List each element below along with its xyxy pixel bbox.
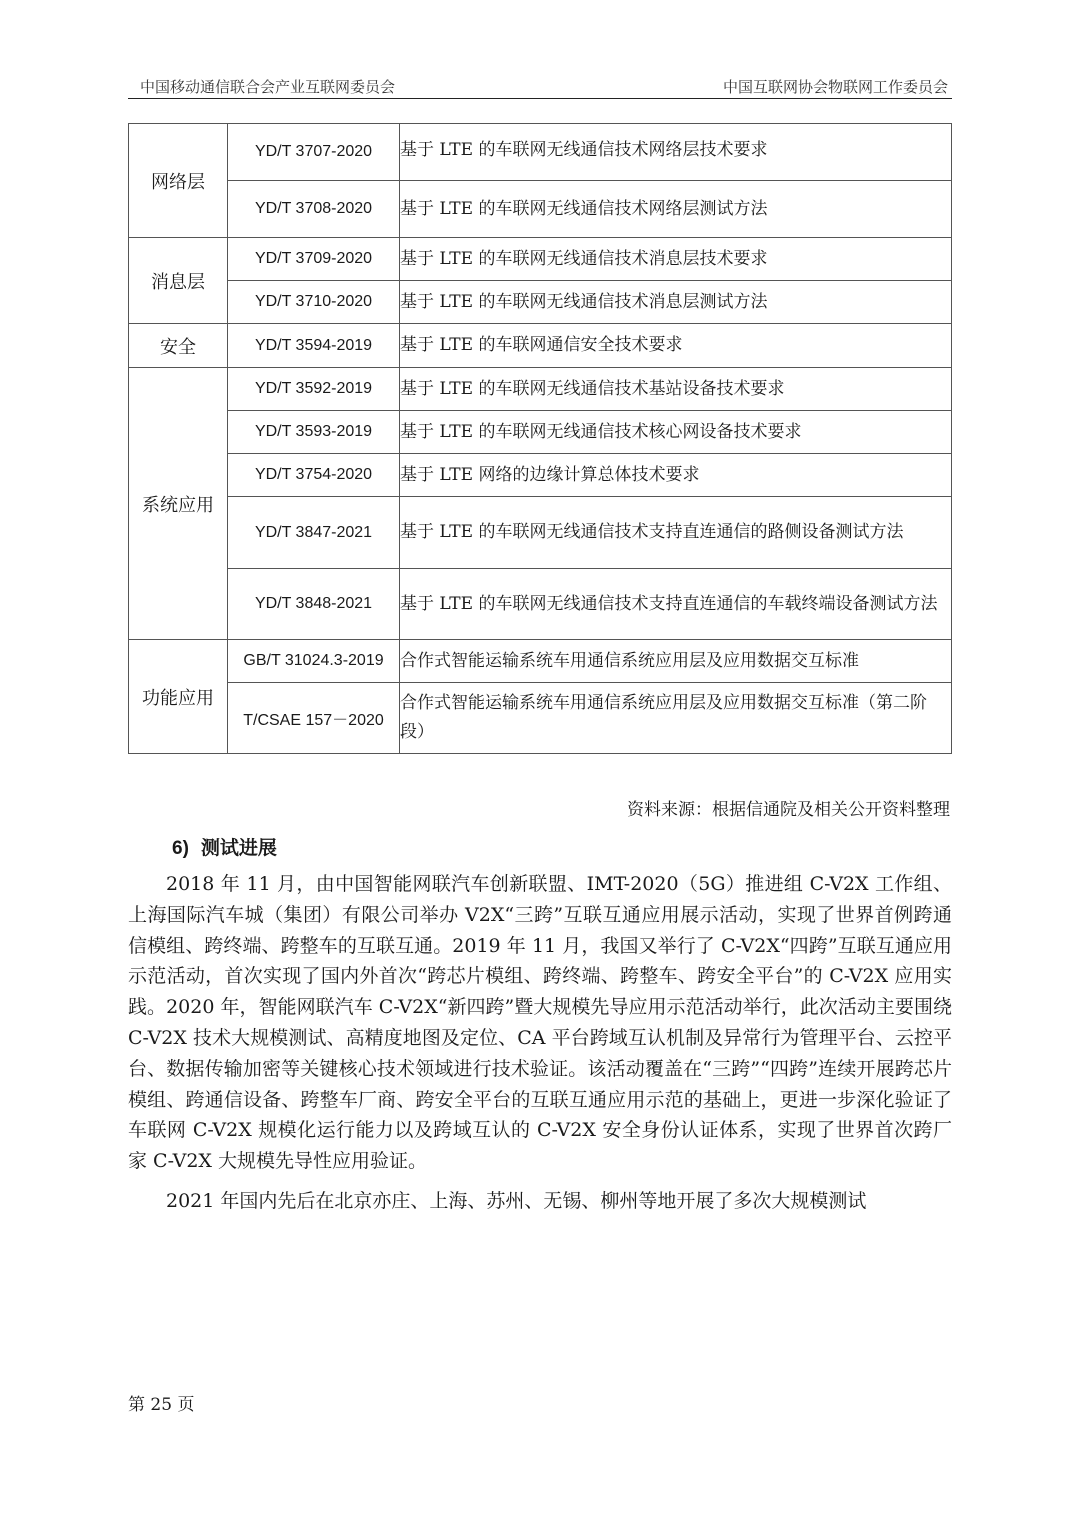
table-row bbox=[129, 181, 952, 238]
table-row bbox=[129, 411, 952, 454]
category-cell: 消息层 bbox=[129, 238, 228, 324]
standards-table bbox=[128, 123, 952, 754]
standard-title: 基于 LTE 的车联网通信安全技术要求 bbox=[400, 324, 952, 368]
category-cell: 安全 bbox=[129, 324, 228, 368]
table-row bbox=[129, 640, 952, 683]
header-left: 中国移动通信联合会产业互联网委员会 bbox=[140, 78, 396, 96]
table-row bbox=[129, 124, 952, 181]
standard-title: 基于 LTE 的车联网无线通信技术网络层技术要求 bbox=[400, 124, 952, 181]
standard-code: YD/T 3592-2019 bbox=[228, 368, 400, 411]
standard-title: 基于 LTE 的车联网无线通信技术消息层测试方法 bbox=[400, 281, 952, 324]
table-row bbox=[129, 683, 952, 754]
section-title: 测试进展 bbox=[200, 837, 277, 859]
standard-title: 基于 LTE 的车联网无线通信技术核心网设备技术要求 bbox=[400, 411, 952, 454]
standard-code: YD/T 3848-2021 bbox=[228, 569, 400, 640]
table-row bbox=[129, 281, 952, 324]
table-row bbox=[129, 454, 952, 497]
standard-code: YD/T 3754-2020 bbox=[228, 454, 400, 497]
table-row bbox=[129, 497, 952, 569]
paragraph: 2021 年国内先后在北京亦庄、上海、苏州、无锡、柳州等地开展了多次大规模测试 bbox=[166, 1189, 867, 1212]
standard-code: YD/T 3847-2021 bbox=[228, 497, 400, 569]
section-heading bbox=[172, 833, 277, 860]
category-cell: 功能应用 bbox=[129, 640, 228, 754]
table-row bbox=[129, 569, 952, 640]
standard-title: 基于 LTE 的车联网无线通信技术消息层技术要求 bbox=[400, 238, 952, 281]
page-number: 第 25 页 bbox=[128, 1395, 195, 1415]
standard-title: 合作式智能运输系统车用通信系统应用层及应用数据交互标准 bbox=[400, 640, 952, 683]
section-number: 6) bbox=[172, 838, 189, 859]
standard-title: 基于 LTE 的车联网无线通信技术网络层测试方法 bbox=[400, 181, 952, 238]
category-cell: 系统应用 bbox=[129, 368, 228, 640]
standard-code: T/CSAE 157－2020 bbox=[228, 683, 400, 754]
table-row bbox=[129, 368, 952, 411]
paragraph: 2018 年 11 月，由中国智能网联汽车创新联盟、IMT-2020（5G）推进组 C-V2X 工作组、上海国际汽车城（集团）有限公司举办 V2X“三跨”互联互通应用展示活动，实现了世界首例跨通信模组、跨终端、跨整车的互联互通。2019 年 11 月，我国又举行了 C-V2X“四跨”互联互通应用示范活动，首次实现了国内外首次“跨芯片模组、跨终端、跨整车、跨安全平台”的 C-V2X 应用实践。2020 年，智能网联汽车 C-V2X“新四跨”暨大规模先导应用示范活动举行，此次活动主要围绕 C-V2X 技术大规模测试、高精度地图及定位、CA 平台跨域互认机制及异常行为管理平台、云控平台、数据传输加密等关键核心技术领域进行技术验证。该活动覆盖在“三跨”“四跨”连续开展跨芯片模组、跨通信设备、跨整车厂商、跨安全平台的互联互通应用示范的基础上，更进一步深化验证了车联网 C-V2X 规模化运行能力以及跨域互认的 C-V2X 安全身份认证体系，实现了世界首次跨厂家 C-V2X 大规模先导性应用验证。 bbox=[128, 873, 952, 1173]
standard-code: YD/T 3594-2019 bbox=[228, 324, 400, 368]
standard-code: YD/T 3593-2019 bbox=[228, 411, 400, 454]
category-cell: 网络层 bbox=[129, 124, 228, 238]
standard-code: YD/T 3708-2020 bbox=[228, 181, 400, 238]
body-text bbox=[128, 869, 952, 1217]
standard-title: 基于 LTE 的车联网无线通信技术支持直连通信的路侧设备测试方法 bbox=[400, 497, 952, 569]
header-right: 中国互联网协会物联网工作委员会 bbox=[722, 78, 948, 96]
standard-code: YD/T 3709-2020 bbox=[228, 238, 400, 281]
standard-code: YD/T 3707-2020 bbox=[228, 124, 400, 181]
table-row bbox=[129, 238, 952, 281]
standard-title: 基于 LTE 的车联网无线通信技术支持直连通信的车载终端设备测试方法 bbox=[400, 569, 952, 640]
standard-title: 合作式智能运输系统车用通信系统应用层及应用数据交互标准（第二阶段） bbox=[400, 683, 952, 754]
header-rule bbox=[128, 98, 952, 99]
standard-title: 基于 LTE 的车联网无线通信技术基站设备技术要求 bbox=[400, 368, 952, 411]
table-row bbox=[129, 324, 952, 368]
standard-title: 基于 LTE 网络的边缘计算总体技术要求 bbox=[400, 454, 952, 497]
standard-code: GB/T 31024.3-2019 bbox=[228, 640, 400, 683]
standard-code: YD/T 3710-2020 bbox=[228, 281, 400, 324]
source-note: 资料来源：根据信通院及相关公开资料整理 bbox=[627, 800, 950, 820]
